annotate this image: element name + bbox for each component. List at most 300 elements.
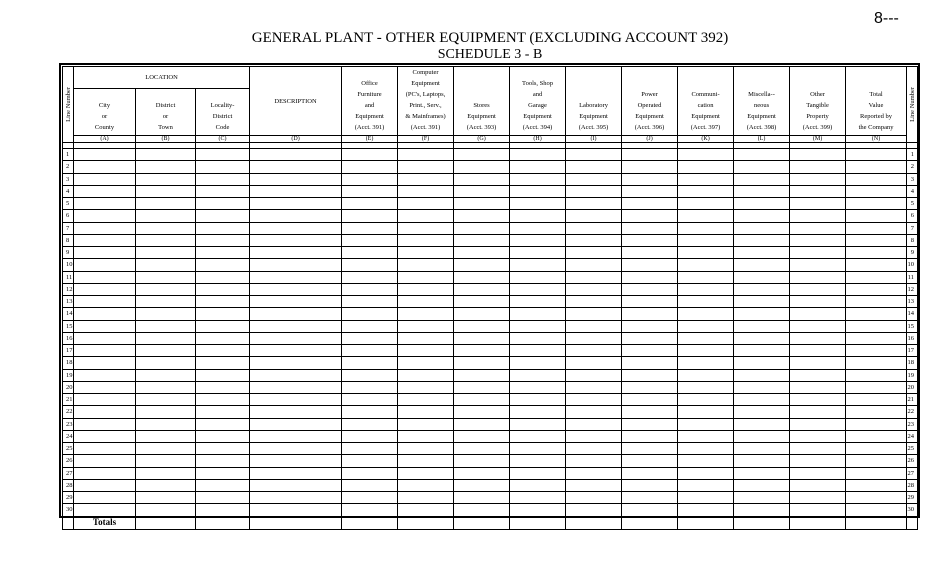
entry-cell[interactable] [398,332,454,344]
entry-cell[interactable] [136,479,196,491]
entry-cell[interactable] [566,210,622,222]
entry-cell[interactable] [250,504,342,516]
entry-cell[interactable] [622,381,678,393]
entry-cell[interactable] [678,222,734,234]
entry-cell[interactable] [196,467,250,479]
entry-cell[interactable] [734,247,790,259]
entry-cell[interactable] [342,406,398,418]
entry-cell[interactable] [734,308,790,320]
entry-cell[interactable] [136,161,196,173]
entry-cell[interactable] [74,149,136,161]
entry-cell[interactable] [196,210,250,222]
entry-cell[interactable] [398,222,454,234]
entry-cell[interactable] [566,234,622,246]
entry-cell[interactable] [790,308,846,320]
entry-cell[interactable] [196,222,250,234]
entry-cell[interactable] [398,430,454,442]
entry-cell[interactable] [74,247,136,259]
entry-cell[interactable] [734,504,790,516]
entry-cell[interactable] [136,198,196,210]
entry-cell[interactable] [846,504,907,516]
entry-cell[interactable] [622,394,678,406]
entry-cell[interactable] [510,357,566,369]
entry-cell[interactable] [846,222,907,234]
entry-cell[interactable] [678,296,734,308]
entry-cell[interactable] [74,173,136,185]
entry-cell[interactable] [74,271,136,283]
entry-cell[interactable] [566,443,622,455]
entry-cell[interactable] [510,418,566,430]
entry-cell[interactable] [846,492,907,504]
entry-cell[interactable] [398,394,454,406]
entry-cell[interactable] [342,234,398,246]
entry-cell[interactable] [678,467,734,479]
totals-cell[interactable] [734,516,790,529]
entry-cell[interactable] [74,467,136,479]
entry-cell[interactable] [136,455,196,467]
entry-cell[interactable] [342,492,398,504]
entry-cell[interactable] [510,455,566,467]
entry-cell[interactable] [136,234,196,246]
entry-cell[interactable] [398,406,454,418]
entry-cell[interactable] [136,381,196,393]
entry-cell[interactable] [734,467,790,479]
entry-cell[interactable] [250,394,342,406]
entry-cell[interactable] [790,332,846,344]
entry-cell[interactable] [846,345,907,357]
entry-cell[interactable] [196,492,250,504]
entry-cell[interactable] [678,430,734,442]
entry-cell[interactable] [846,296,907,308]
entry-cell[interactable] [250,210,342,222]
entry-cell[interactable] [846,406,907,418]
entry-cell[interactable] [136,320,196,332]
entry-cell[interactable] [398,443,454,455]
entry-cell[interactable] [74,455,136,467]
entry-cell[interactable] [398,320,454,332]
entry-cell[interactable] [566,345,622,357]
entry-cell[interactable] [678,369,734,381]
entry-cell[interactable] [74,430,136,442]
entry-cell[interactable] [454,443,510,455]
entry-cell[interactable] [342,283,398,295]
entry-cell[interactable] [454,381,510,393]
entry-cell[interactable] [678,357,734,369]
entry-cell[interactable] [846,443,907,455]
entry-cell[interactable] [566,369,622,381]
entry-cell[interactable] [196,161,250,173]
entry-cell[interactable] [846,381,907,393]
entry-cell[interactable] [566,198,622,210]
entry-cell[interactable] [790,247,846,259]
entry-cell[interactable] [790,479,846,491]
entry-cell[interactable] [846,185,907,197]
entry-cell[interactable] [454,357,510,369]
entry-cell[interactable] [734,320,790,332]
entry-cell[interactable] [678,381,734,393]
entry-cell[interactable] [790,369,846,381]
entry-cell[interactable] [622,430,678,442]
entry-cell[interactable] [454,332,510,344]
entry-cell[interactable] [342,357,398,369]
totals-cell[interactable] [342,516,398,529]
entry-cell[interactable] [74,394,136,406]
entry-cell[interactable] [136,430,196,442]
entry-cell[interactable] [734,430,790,442]
entry-cell[interactable] [136,271,196,283]
entry-cell[interactable] [454,418,510,430]
entry-cell[interactable] [342,467,398,479]
entry-cell[interactable] [454,320,510,332]
entry-cell[interactable] [790,357,846,369]
entry-cell[interactable] [846,320,907,332]
entry-cell[interactable] [734,222,790,234]
entry-cell[interactable] [846,369,907,381]
entry-cell[interactable] [196,443,250,455]
entry-cell[interactable] [342,369,398,381]
entry-cell[interactable] [250,406,342,418]
entry-cell[interactable] [678,259,734,271]
entry-cell[interactable] [74,369,136,381]
entry-cell[interactable] [342,479,398,491]
entry-cell[interactable] [678,492,734,504]
entry-cell[interactable] [622,185,678,197]
entry-cell[interactable] [622,492,678,504]
entry-cell[interactable] [510,467,566,479]
entry-cell[interactable] [196,283,250,295]
entry-cell[interactable] [342,308,398,320]
entry-cell[interactable] [790,210,846,222]
entry-cell[interactable] [74,418,136,430]
entry-cell[interactable] [398,467,454,479]
entry-cell[interactable] [734,492,790,504]
entry-cell[interactable] [510,149,566,161]
entry-cell[interactable] [196,149,250,161]
entry-cell[interactable] [510,234,566,246]
entry-cell[interactable] [510,369,566,381]
entry-cell[interactable] [846,430,907,442]
entry-cell[interactable] [342,320,398,332]
entry-cell[interactable] [342,210,398,222]
entry-cell[interactable] [622,406,678,418]
entry-cell[interactable] [398,283,454,295]
entry-cell[interactable] [454,222,510,234]
totals-cell[interactable] [454,516,510,529]
entry-cell[interactable] [74,161,136,173]
entry-cell[interactable] [734,332,790,344]
entry-cell[interactable] [846,455,907,467]
entry-cell[interactable] [566,222,622,234]
entry-cell[interactable] [136,406,196,418]
totals-cell[interactable] [136,516,196,529]
entry-cell[interactable] [398,308,454,320]
entry-cell[interactable] [398,259,454,271]
entry-cell[interactable] [622,320,678,332]
entry-cell[interactable] [790,320,846,332]
entry-cell[interactable] [398,234,454,246]
entry-cell[interactable] [74,492,136,504]
entry-cell[interactable] [566,479,622,491]
entry-cell[interactable] [196,381,250,393]
entry-cell[interactable] [454,173,510,185]
entry-cell[interactable] [398,185,454,197]
entry-cell[interactable] [790,345,846,357]
entry-cell[interactable] [196,357,250,369]
entry-cell[interactable] [342,259,398,271]
entry-cell[interactable] [136,394,196,406]
entry-cell[interactable] [678,283,734,295]
entry-cell[interactable] [74,234,136,246]
entry-cell[interactable] [136,467,196,479]
entry-cell[interactable] [136,332,196,344]
entry-cell[interactable] [454,198,510,210]
entry-cell[interactable] [846,332,907,344]
entry-cell[interactable] [454,283,510,295]
entry-cell[interactable] [342,381,398,393]
entry-cell[interactable] [136,210,196,222]
entry-cell[interactable] [678,149,734,161]
entry-cell[interactable] [846,173,907,185]
entry-cell[interactable] [196,259,250,271]
entry-cell[interactable] [136,173,196,185]
entry-cell[interactable] [510,320,566,332]
entry-cell[interactable] [510,283,566,295]
entry-cell[interactable] [74,357,136,369]
entry-cell[interactable] [510,332,566,344]
entry-cell[interactable] [846,149,907,161]
entry-cell[interactable] [734,345,790,357]
totals-cell[interactable] [250,516,342,529]
entry-cell[interactable] [566,430,622,442]
entry-cell[interactable] [136,418,196,430]
entry-cell[interactable] [398,271,454,283]
entry-cell[interactable] [510,479,566,491]
entry-cell[interactable] [196,418,250,430]
entry-cell[interactable] [250,247,342,259]
entry-cell[interactable] [622,369,678,381]
entry-cell[interactable] [566,283,622,295]
entry-cell[interactable] [734,418,790,430]
entry-cell[interactable] [622,234,678,246]
entry-cell[interactable] [566,320,622,332]
entry-cell[interactable] [790,198,846,210]
entry-cell[interactable] [678,406,734,418]
entry-cell[interactable] [846,161,907,173]
entry-cell[interactable] [510,394,566,406]
entry-cell[interactable] [454,479,510,491]
entry-cell[interactable] [342,430,398,442]
entry-cell[interactable] [454,406,510,418]
entry-cell[interactable] [678,320,734,332]
entry-cell[interactable] [790,283,846,295]
entry-cell[interactable] [790,455,846,467]
entry-cell[interactable] [398,369,454,381]
entry-cell[interactable] [136,345,196,357]
entry-cell[interactable] [566,173,622,185]
entry-cell[interactable] [342,504,398,516]
entry-cell[interactable] [622,308,678,320]
entry-cell[interactable] [678,234,734,246]
totals-cell[interactable] [566,516,622,529]
entry-cell[interactable] [454,394,510,406]
entry-cell[interactable] [398,198,454,210]
entry-cell[interactable] [74,259,136,271]
entry-cell[interactable] [790,504,846,516]
entry-cell[interactable] [790,443,846,455]
entry-cell[interactable] [734,455,790,467]
entry-cell[interactable] [846,394,907,406]
entry-cell[interactable] [846,234,907,246]
entry-cell[interactable] [342,173,398,185]
entry-cell[interactable] [678,247,734,259]
entry-cell[interactable] [566,504,622,516]
entry-cell[interactable] [734,296,790,308]
entry-cell[interactable] [250,198,342,210]
entry-cell[interactable] [678,161,734,173]
entry-cell[interactable] [734,185,790,197]
entry-cell[interactable] [342,149,398,161]
entry-cell[interactable] [250,283,342,295]
entry-cell[interactable] [136,308,196,320]
entry-cell[interactable] [846,271,907,283]
entry-cell[interactable] [566,271,622,283]
entry-cell[interactable] [846,467,907,479]
entry-cell[interactable] [678,210,734,222]
entry-cell[interactable] [510,430,566,442]
totals-cell[interactable] [196,516,250,529]
entry-cell[interactable] [398,357,454,369]
entry-cell[interactable] [678,173,734,185]
entry-cell[interactable] [790,492,846,504]
entry-cell[interactable] [734,259,790,271]
entry-cell[interactable] [734,198,790,210]
entry-cell[interactable] [622,149,678,161]
entry-cell[interactable] [678,345,734,357]
entry-cell[interactable] [734,271,790,283]
entry-cell[interactable] [342,332,398,344]
entry-cell[interactable] [250,443,342,455]
entry-cell[interactable] [790,394,846,406]
entry-cell[interactable] [622,443,678,455]
entry-cell[interactable] [566,406,622,418]
entry-cell[interactable] [846,357,907,369]
entry-cell[interactable] [510,247,566,259]
entry-cell[interactable] [342,394,398,406]
entry-cell[interactable] [454,430,510,442]
entry-cell[interactable] [790,149,846,161]
entry-cell[interactable] [790,467,846,479]
entry-cell[interactable] [678,479,734,491]
entry-cell[interactable] [250,185,342,197]
entry-cell[interactable] [250,357,342,369]
entry-cell[interactable] [622,259,678,271]
entry-cell[interactable] [678,504,734,516]
entry-cell[interactable] [678,185,734,197]
entry-cell[interactable] [250,467,342,479]
entry-cell[interactable] [136,504,196,516]
entry-cell[interactable] [622,247,678,259]
totals-cell[interactable] [678,516,734,529]
entry-cell[interactable] [196,185,250,197]
entry-cell[interactable] [196,234,250,246]
entry-cell[interactable] [790,222,846,234]
entry-cell[interactable] [250,492,342,504]
entry-cell[interactable] [342,345,398,357]
entry-cell[interactable] [250,381,342,393]
entry-cell[interactable] [398,381,454,393]
entry-cell[interactable] [846,418,907,430]
entry-cell[interactable] [250,455,342,467]
entry-cell[interactable] [846,283,907,295]
totals-cell[interactable] [622,516,678,529]
entry-cell[interactable] [196,198,250,210]
entry-cell[interactable] [510,259,566,271]
entry-cell[interactable] [622,479,678,491]
entry-cell[interactable] [136,296,196,308]
entry-cell[interactable] [74,345,136,357]
entry-cell[interactable] [734,234,790,246]
entry-cell[interactable] [342,296,398,308]
entry-cell[interactable] [510,185,566,197]
entry-cell[interactable] [510,406,566,418]
entry-cell[interactable] [136,247,196,259]
entry-cell[interactable] [342,247,398,259]
entry-cell[interactable] [196,430,250,442]
entry-cell[interactable] [250,430,342,442]
entry-cell[interactable] [510,296,566,308]
entry-cell[interactable] [566,418,622,430]
entry-cell[interactable] [622,161,678,173]
entry-cell[interactable] [566,149,622,161]
entry-cell[interactable] [790,271,846,283]
entry-cell[interactable] [566,357,622,369]
entry-cell[interactable] [622,296,678,308]
entry-cell[interactable] [734,381,790,393]
entry-cell[interactable] [74,210,136,222]
entry-cell[interactable] [250,332,342,344]
entry-cell[interactable] [734,357,790,369]
entry-cell[interactable] [74,296,136,308]
entry-cell[interactable] [342,271,398,283]
entry-cell[interactable] [250,479,342,491]
entry-cell[interactable] [790,259,846,271]
entry-cell[interactable] [510,345,566,357]
entry-cell[interactable] [250,418,342,430]
entry-cell[interactable] [398,296,454,308]
entry-cell[interactable] [136,222,196,234]
entry-cell[interactable] [454,345,510,357]
entry-cell[interactable] [454,308,510,320]
entry-cell[interactable] [74,443,136,455]
entry-cell[interactable] [342,185,398,197]
entry-cell[interactable] [454,185,510,197]
entry-cell[interactable] [250,308,342,320]
entry-cell[interactable] [74,198,136,210]
entry-cell[interactable] [398,345,454,357]
entry-cell[interactable] [734,369,790,381]
entry-cell[interactable] [678,443,734,455]
entry-cell[interactable] [454,161,510,173]
entry-cell[interactable] [678,455,734,467]
entry-cell[interactable] [196,406,250,418]
entry-cell[interactable] [250,320,342,332]
entry-cell[interactable] [342,222,398,234]
entry-cell[interactable] [454,210,510,222]
entry-cell[interactable] [136,185,196,197]
entry-cell[interactable] [790,406,846,418]
entry-cell[interactable] [622,332,678,344]
entry-cell[interactable] [398,173,454,185]
